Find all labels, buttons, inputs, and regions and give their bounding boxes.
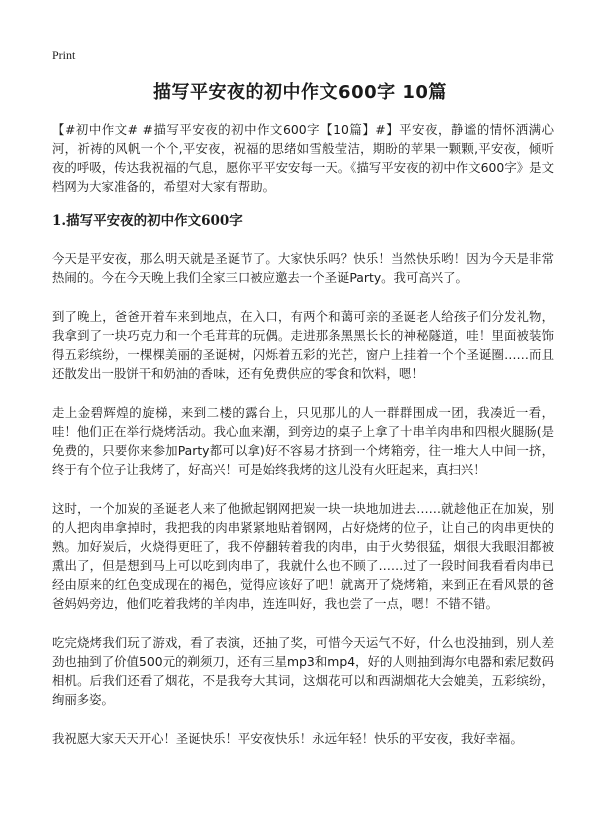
article-body [52, 120, 554, 768]
paragraph: 我祝愿大家天天开心！圣诞快乐！平安夜快乐！永远年轻！快乐的平安夜，我好幸福。 [52, 731, 523, 746]
intro-paragraph: 【#初中作文# #描写平安夜的初中作文600字【10篇】#】平安夜，静谧的情怀洒满心河，祈祷的风帆一个个,平安夜，祝福的思绪如雪般莹洁，期盼的苹果一颗颗,平安夜，倾听夜的呼吸，传达我祝福的气息，愿你平平安安每一天。《描写平安夜的初中作文600字》是文档网为大家准备的，希望对大家有帮助。 [52, 122, 554, 194]
paragraph: 今天是平安夜，那么明天就是圣诞节了。大家快乐吗？快乐！当然快乐哟！因为今天是非常热闹的。今在今天晚上我们全家三口被应邀去一个圣诞Party。我可高兴了。 [52, 251, 554, 285]
paragraph: 走上金碧辉煌的旋梯，来到二楼的露台上，只见那儿的人一群群围成一团，我凑近一看，哇！他们正在举行烧烤活动。我心血来潮，到旁边的桌子上拿了十串羊肉串和四根火腿肠(是免费的，只要你来参加Party都可以拿)好不容易才挤到一个烤箱旁，往一堆大人中间一挤，终于有个位子让我烤了，好高兴！可是始终我烤的这儿没有火旺起来，真扫兴！ [52, 405, 554, 477]
paragraph: 这时，一个加炭的圣诞老人来了他掀起钢网把炭一块一块地加进去……就趁他正在加炭，别的人把肉串拿掉时，我把我的肉串紧紧地贴着钢网，占好烧烤的位子，让自己的肉串更快的熟。加好炭后，火烧得更旺了，我不停翻转着我的肉串，由于火势很猛，烟很大我眼泪都被熏出了，但是想到马上可以吃到肉串了，我就什么也不顾了……过了一段时间我看看肉串已经由原来的红色变成现在的褐色，觉得应该好了吧！就离开了烧烤箱，来到正在看风景的爸爸妈妈旁边，他们吃着我烤的羊肉串，连连叫好，我也尝了一点，嗯！不错不错。 [52, 501, 554, 611]
paragraph: 吃完烧烤我们玩了游戏，看了表演，还抽了奖，可惜今天运气不好，什么也没抽到，别人差劲也抽到了价值500元的剃须刀，还有三星mp3和mp4，好的人则抽到海尔电器和索尼数码相机。后我们还看了烟花，不是我夸大其词，这烟花可以和西湖烟花大会媲美，五彩缤纷，绚丽多姿。 [52, 635, 554, 707]
paragraph: 到了晚上，爸爸开着车来到地点，在入口，有两个和蔼可亲的圣诞老人给孩子们分发礼物，我拿到了一块巧克力和一个毛茸茸的玩偶。走进那条黑黑长长的神秘隧道，哇！里面被装饰得五彩缤纷，一棵棵美丽的圣诞树，闪烁着五彩的光芒，窗户上挂着一个个圣诞圈……而且还散发出一股饼干和奶油的香味，还有免费供应的零食和饮料，嗯！ [52, 309, 554, 381]
page-title: 描写平安夜的初中作文600字 10篇 [153, 82, 447, 103]
print-link[interactable]: Print [52, 48, 76, 62]
section-heading: 1.描写平安夜的初中作文600字 [52, 213, 243, 229]
